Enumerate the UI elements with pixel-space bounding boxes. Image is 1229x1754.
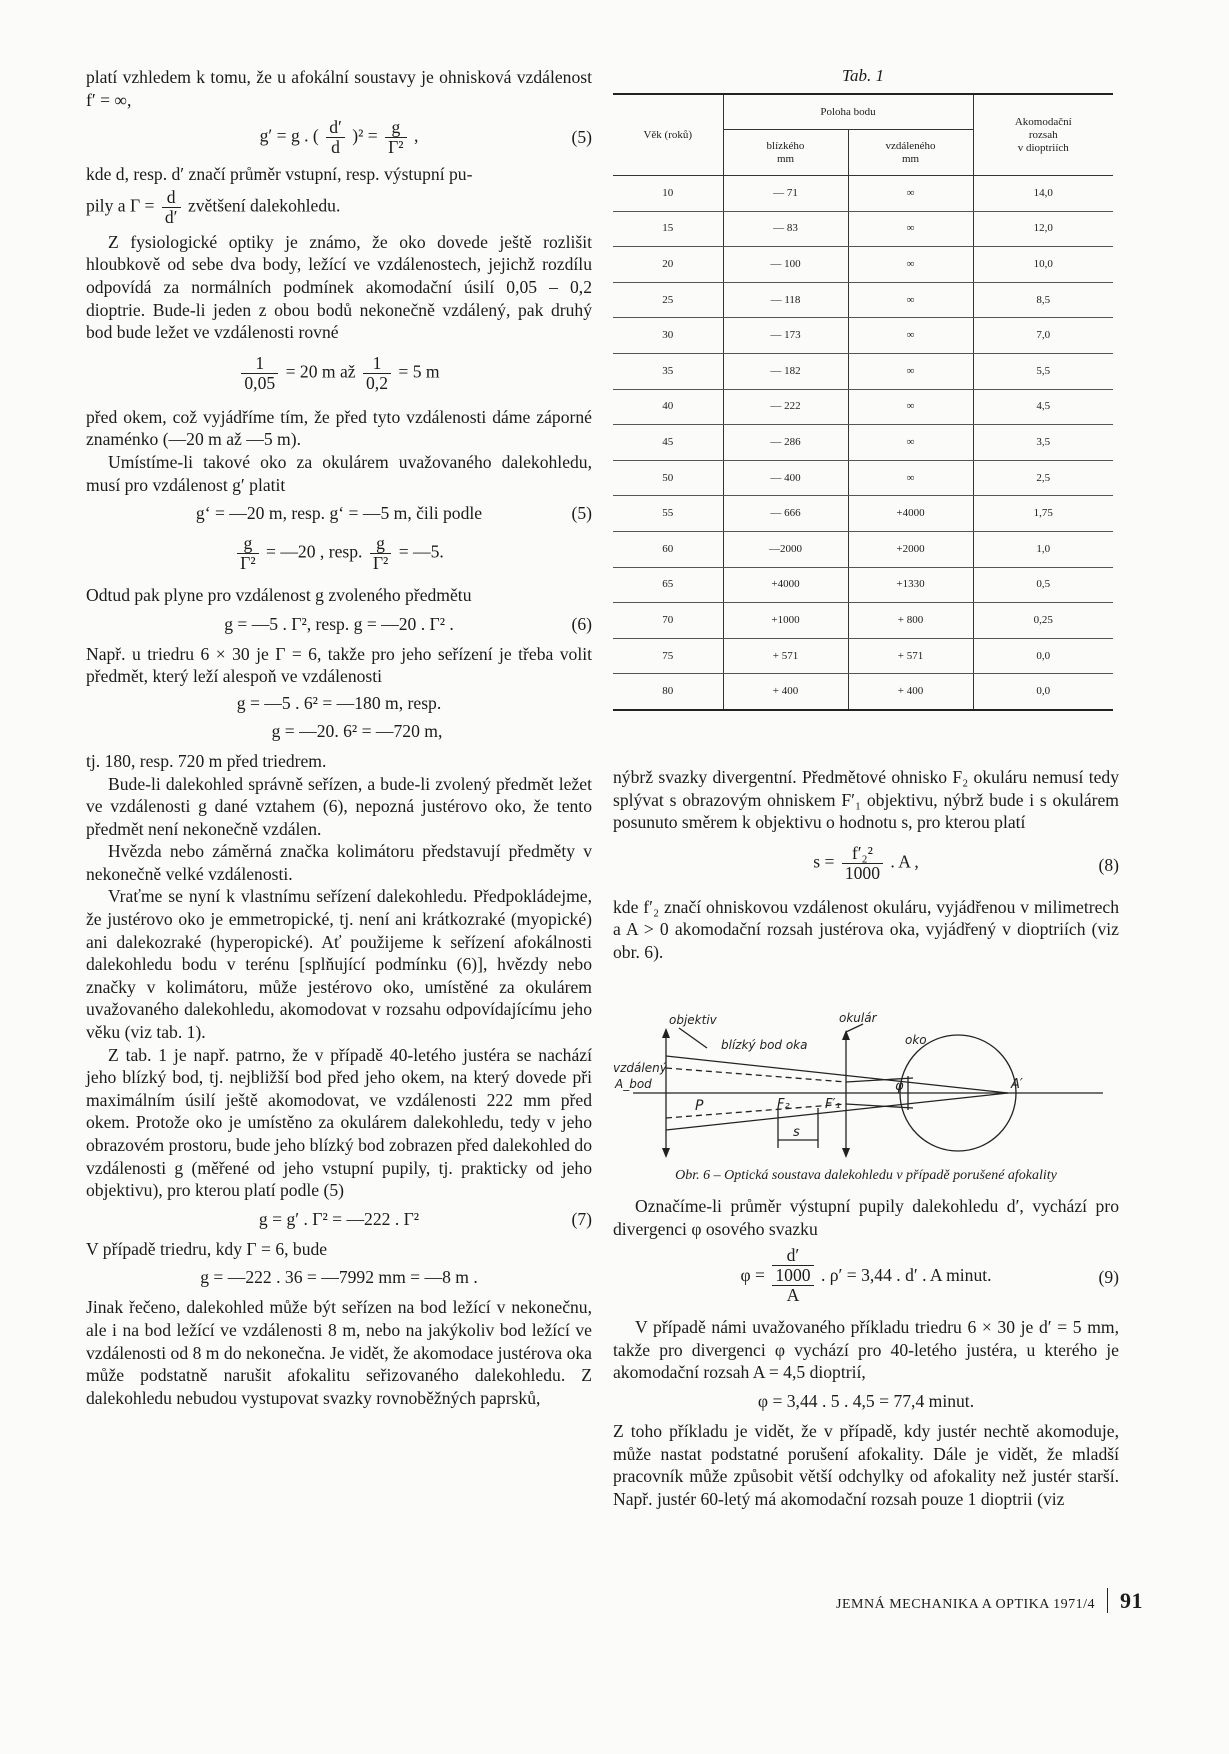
paragraph: kde f′₂ značí ohniskovou vzdálenost okuláru, vyjádřenou v milimetrech a A > 0 akomodační rozsah justérova oka, vyjádřený v dioptriích (viz obr. 6). [613, 896, 1119, 962]
table-row [613, 496, 1113, 532]
table-cell: 65 [613, 567, 723, 603]
equation-6: g = —5 . Γ², resp. g = —20 . Γ² . (6) [224, 613, 592, 634]
equation-number: (6) [571, 613, 592, 634]
table-cell: + 400 [848, 674, 973, 710]
label-A: A′ [1011, 1077, 1023, 1092]
arrowhead [662, 1148, 670, 1158]
table-cell: — 118 [723, 282, 848, 318]
leader [679, 1028, 707, 1048]
table-cell: 1,0 [973, 531, 1113, 567]
table-cell: — 173 [723, 318, 848, 354]
table-cell: 35 [613, 353, 723, 389]
label-P: P [695, 1098, 704, 1114]
page-number: 91 [1107, 1588, 1143, 1613]
equation-number: (9) [1098, 1267, 1119, 1288]
table-cell: +4000 [723, 567, 848, 603]
header-far: vzdáleného mm [848, 130, 973, 176]
paragraph: Odtud pak plyne pro vzdálenost g zvoleného předmětu [86, 585, 472, 606]
table-cell: ∞ [848, 353, 973, 389]
table-cell: +4000 [848, 496, 973, 532]
table-cell: + 571 [848, 638, 973, 674]
table-cell: ∞ [848, 176, 973, 212]
equation: $\frac{g}{\text{Γ²}}$ = —20 , resp. $\frac{g}{\text{Γ²}}$ = —5. [86, 532, 592, 578]
label-F2: F₂ [777, 1097, 790, 1112]
table-cell: 75 [613, 638, 723, 674]
table-cell: 0,25 [973, 603, 1113, 639]
paragraph: Vraťme se nyní k vlastnímu seřízení dalekohledu. Předpokládejme, že justérovo oko je emmetropické, tj. není ani krátkozraké (myopické) ani dalekozraké (hyperopické). Ať použijeme k seřízení afokálnosti dalekohledu bodu v terénu [splňující podmínku (6)], hvězdy nebo značky v kolimátoru, může jestérovo oko, umístěné za okulárem uvažovaného dalekohledu, akomodovat v rozsahu odpovídajícímu jeho věku (viz tab. 1). [86, 886, 592, 1043]
ray [666, 1056, 1008, 1093]
table-cell: 7,0 [973, 318, 1113, 354]
table-cell: + 571 [723, 638, 848, 674]
table-cell: 8,5 [973, 282, 1113, 318]
table-row [613, 353, 1113, 389]
table-cell: +2000 [848, 531, 973, 567]
table-cell: +1000 [723, 603, 848, 639]
table-cell: 50 [613, 460, 723, 496]
table-cell: 3,5 [973, 425, 1113, 461]
table-cell: ∞ [848, 460, 973, 496]
paragraph: tj. 180, resp. 720 m před triedrem. [86, 750, 327, 771]
table-cell: 70 [613, 603, 723, 639]
table-cell: 15 [613, 211, 723, 247]
table-cell: ∞ [848, 211, 973, 247]
table-cell: 60 [613, 531, 723, 567]
equation-number: (5) [571, 127, 592, 148]
table-row [613, 389, 1113, 425]
paragraph: Např. u triedru 6 × 30 je Γ = 6, takže pro jeho seřízení je třeba volit předmět, který leží alespoň ve vzdálenosti [86, 643, 592, 687]
arrowhead [842, 1030, 850, 1040]
paragraph: Z fysiologické optiky je známo, že oko dovede ještě rozlišit hloubkově od sebe dva body, ležící ve vzdálenostech, jejichž rozdílu odpovídá za normálních podmínek akomodační úsilí 0,05 – 0,2 dioptrie. Bude-li jeden z obou bodů nekonečně vzdálený, pak druhý bod bude ležet ve vzdálenosti rovné [86, 231, 592, 343]
label-vzdaleny: vzdálený [613, 1061, 667, 1075]
table-row [613, 460, 1113, 496]
leader [846, 1024, 863, 1032]
figure-6 [613, 1008, 1119, 1163]
label-s: s [793, 1125, 800, 1140]
equation: $\frac{1}{0,05}$ = 20 m až $\frac{1}{0,2}$ = 5 m [86, 352, 592, 398]
table-cell: — 286 [723, 425, 848, 461]
right-column-lower [613, 1195, 1119, 1510]
table-row [613, 425, 1113, 461]
table-cell: 10 [613, 176, 723, 212]
table-caption: Tab. 1 [842, 66, 884, 85]
label-vzdaleny-bod: A_bod [615, 1077, 652, 1091]
table-row [613, 211, 1113, 247]
paragraph: Z tab. 1 je např. patrno, že v případě 40-letého justéra se nachází jeho blízký bod, tj. nejbližší bod před jeho okem, na který dovede při maximálním úsilí ještě akomodovat, ve vzdálenosti 222 mm před okem. Protože oko je umístěno za okulárem dalekohledu, tedy v jeho obrazovém prostoru, bude jeho blízký bod zobrazen před dalekohled do vzdálenosti g (měřené od jeho vstupní pupily, tj. prakticky od jeho objektivu), pro kterou platí podle (5) [86, 1044, 592, 1201]
paragraph: nýbrž svazky divergentní. Předmětové ohnisko F₂ okuláru nemusí tedy splývat s obrazovým ohniskem F′₁ objektivu, nýbrž bude i s okulárem posunuto směrem k objektivu o hodnotu s, pro kterou platí [613, 767, 1119, 833]
table-cell: — 666 [723, 496, 848, 532]
table-row [613, 531, 1113, 567]
label-F1: F′₁ [825, 1097, 841, 1112]
table-cell: 45 [613, 425, 723, 461]
table-row [613, 176, 1113, 212]
equation: φ = 3,44 . 5 . 4,5 = 77,4 minut. [757, 1390, 975, 1411]
equation-number: (8) [1098, 854, 1119, 875]
arrowhead [662, 1028, 670, 1038]
header-near: blízkého mm [723, 130, 848, 176]
left-column [86, 66, 592, 1409]
paragraph: Jinak řečeno, dalekohled může být seřízen na bod ležící v nekonečnu, ale i na bod ležící ve vzdálenosti 8 m, nebo na jakýkoliv bod ležící ve vzdálenosti od 8 m do nekonečna. Je vidět, že akomodace justérova oka může podstatně narušit afokalitu seřizovaného dalekohledu. Z dalekohledu nebudou vystupovat svazky rovnoběžných paprsků, [86, 1297, 592, 1408]
equation: g = —222 . 36 = —7992 mm = —8 m . [200, 1267, 478, 1288]
label-phi: φ [895, 1079, 904, 1094]
table-row [613, 282, 1113, 318]
table-cell: 80 [613, 674, 723, 710]
right-column [613, 766, 1119, 964]
table-cell: 5,5 [973, 353, 1113, 389]
table-cell: 14,0 [973, 176, 1113, 212]
table-cell: 0,0 [973, 638, 1113, 674]
label-blizky-bod: blízký bod oka [721, 1038, 808, 1052]
paragraph: V případě námi uvažovaného příkladu triedru 6 × 30 je d′ = 5 mm, takže pro divergenci φ vychází pro 40-letého justéra, u kterého je akomodační rozsah A = 4,5 dioptrií, [613, 1317, 1119, 1383]
label-oko: oko [905, 1033, 927, 1047]
equation-7: g = g′ . Γ² = —222 . Γ² (7) [258, 1208, 592, 1229]
table-row [613, 567, 1113, 603]
table-row [613, 603, 1113, 639]
label-okular: okulár [839, 1011, 877, 1025]
paragraph: V případě triedru, kdy Γ = 6, bude [86, 1238, 328, 1259]
table-cell: ∞ [848, 247, 973, 283]
arrowhead [842, 1148, 850, 1158]
ray [666, 1104, 846, 1118]
paragraph: Z toho příkladu je vidět, že v případě, kdy justér nechtě akomoduje, může nastat podstatné porušení afokality. Dále je vidět, že mladší pracovník může způsobit větší odchylky od afokality než justér starší. Např. justér 60-letý má akomodační rozsah pouze 1 dioptrii (viz [613, 1420, 1119, 1509]
table-row [613, 247, 1113, 283]
figure-caption: Obr. 6 – Optická soustava dalekohledu v případě porušené afokality [675, 1168, 1057, 1183]
table-cell: — 100 [723, 247, 848, 283]
table-cell: + 400 [723, 674, 848, 710]
table-cell: 30 [613, 318, 723, 354]
table-row [613, 638, 1113, 674]
table-cell: — 182 [723, 353, 848, 389]
table-cell: ∞ [848, 425, 973, 461]
paragraph: Hvězda nebo záměrná značka kolimátoru představují předměty v nekonečně velké vzdálenosti. [86, 841, 592, 884]
table-cell: ∞ [848, 389, 973, 425]
equation: g = —20. 6² = —720 m, [271, 720, 443, 741]
paragraph: Označíme-li průměr výstupní pupily dalekohledu d′, vychází pro divergenci φ osového svazku [613, 1196, 1119, 1239]
accommodation-table [613, 93, 1113, 711]
page-footer [836, 1588, 1143, 1614]
table-cell: 12,0 [973, 211, 1113, 247]
table-cell: ∞ [848, 282, 973, 318]
table-cell: +1330 [848, 567, 973, 603]
table-cell: ∞ [848, 318, 973, 354]
paragraph: platí vzhledem k tomu, že u afokální soustavy je ohnisková vzdálenost f′ = ∞, [86, 67, 592, 110]
table-cell: — 400 [723, 460, 848, 496]
table-1 [613, 66, 1113, 711]
table-cell: 0,5 [973, 567, 1113, 603]
header-accommodation: Akomodační rozsah v dioptriích [973, 94, 1113, 176]
table-cell: — 71 [723, 176, 848, 212]
table-cell: — 83 [723, 211, 848, 247]
table-cell: — 222 [723, 389, 848, 425]
journal-name: JEMNÁ MECHANIKA A OPTIKA 1971/4 [836, 1597, 1095, 1612]
equation-9: φ = d′ 1000 A . ρ′ = 3,44 . d′ . A minut. (9) [740, 1245, 1119, 1306]
table-cell: 0,0 [973, 674, 1113, 710]
equation-number: (7) [571, 1208, 592, 1229]
ray [666, 1068, 846, 1082]
table-cell: 25 [613, 282, 723, 318]
equation: g‘ = —20 m, resp. g‘ = —5 m, čili podle (5) [195, 503, 592, 524]
header-age: Věk (roků) [613, 94, 723, 176]
paragraph: kde d, resp. d′ značí průměr vstupní, resp. výstupní pu- [86, 164, 473, 185]
table-cell: —2000 [723, 531, 848, 567]
paragraph: Umístíme-li takové oko za okulárem uvažovaného dalekohledu, musí pro vzdálenost g′ platit [86, 451, 592, 495]
paragraph: pily a Γ = $\frac{d}{d'}$ zvětšení dalekohledu. [86, 186, 341, 227]
table-cell: 20 [613, 247, 723, 283]
label-objektiv: objektiv [669, 1013, 717, 1027]
equation-8: s = $\frac{\text{f′₂²}}{1000}$ . A , (8) [813, 842, 1119, 883]
table-row [613, 674, 1113, 710]
table-cell: 55 [613, 496, 723, 532]
table-cell: 1,75 [973, 496, 1113, 532]
table-cell: 10,0 [973, 247, 1113, 283]
header-position: Poloha bodu [723, 94, 973, 130]
equation-number: (5) [571, 503, 592, 524]
table-cell: 4,5 [973, 389, 1113, 425]
equation-5: g′ = g . ( $\frac{d'}{d}$ )² = $\frac{g}{\text{Γ²}}$ , (5) [259, 117, 592, 158]
table-cell: 40 [613, 389, 723, 425]
equation: g = —5 . 6² = —180 m, resp. [236, 692, 442, 713]
table-cell: 2,5 [973, 460, 1113, 496]
paragraph: před okem, což vyjádříme tím, že před tyto vzdálenosti dáme záporné znaménko (—20 m až —5 m). [86, 406, 592, 450]
table-cell: + 800 [848, 603, 973, 639]
table-row [613, 318, 1113, 354]
paragraph: Bude-li dalekohled správně seřízen, a bude-li zvolený předmět ležet ve vzdálenosti g dané vztahem (6), nepozná justérovo oko, že tento předmět není nekonečně vzdálen. [86, 773, 592, 839]
optical-diagram [613, 1008, 1119, 1158]
